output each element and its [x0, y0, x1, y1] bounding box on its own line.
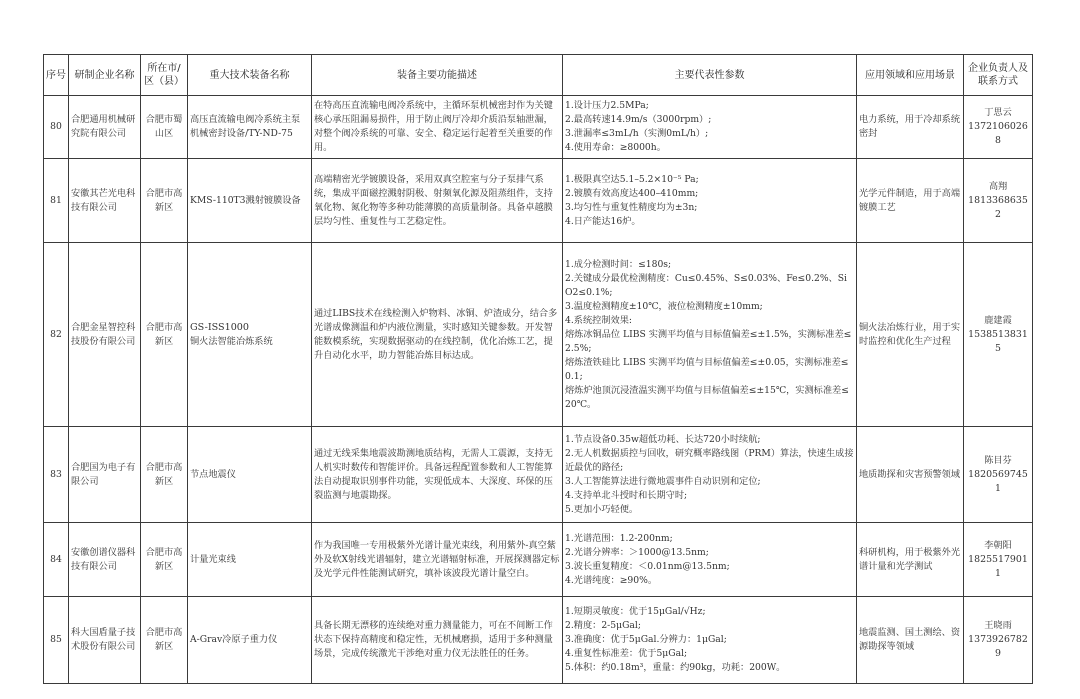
contact-info [964, 96, 1033, 159]
equipment-name-line1: 计量光束线 [190, 553, 236, 565]
location: 合肥市高新区 [141, 597, 188, 684]
param-line: 2.关键成分最优检测精度：Cu≤0.45%、S≤0.03%、Fe≤0.2%、SiO2≤0.1%; [565, 272, 847, 298]
param-line: 熔炼渣铁硅比 LIBS 实测平均值与目标值偏差≤±0.05，实测标准差≤0.1; [565, 356, 849, 382]
location: 合肥市高新区 [141, 427, 188, 523]
company-name: 合肥国为电子有限公司 [69, 427, 141, 523]
param-line: 5.更加小巧轻便。 [565, 503, 639, 515]
contact-phone: 18205697451 [968, 468, 1028, 494]
header-row [44, 55, 1033, 96]
equipment-name [188, 159, 312, 243]
contact-name: 丁思云 [984, 107, 1012, 118]
param-line: 4.系统控制效果: [565, 314, 632, 326]
key-parameters [563, 523, 857, 597]
header-description: 装备主要功能描述 [312, 55, 563, 96]
key-parameters [563, 427, 857, 523]
param-line: 4.重复性标准差：优于5μGal; [565, 648, 688, 659]
row-number: 84 [44, 523, 69, 597]
param-line: 4.使用寿命：≥8000h。 [565, 142, 666, 153]
function-description: 通过LIBS技术在线检测入炉物料、冰铜、炉渣成分，结合多光谱成像测温和炉内液位测量，实时感知关键参数。开发智能数模系统，实现数据驱动的在线控制，优化冶炼工艺，提升自动化水平，助力智能冶炼目标达成。 [312, 243, 563, 427]
header-application: 应用领域和应用场景 [857, 55, 964, 96]
param-line: 2.镀膜有效高度达400–410mm; [565, 187, 699, 199]
table-row [44, 159, 1033, 243]
equipment-name [188, 427, 312, 523]
table-row [44, 243, 1033, 427]
function-description: 高端精密光学镀膜设备，采用双真空腔室与分子泵排气系统，集成平面磁控溅射阴极、射频氧化源及阻蒸组件，支持氧化物、氮化物等多种功能薄膜的高质量制备。具备卓越膜层均匀性、重复性与工艺稳定性。 [312, 159, 563, 243]
header-location: 所在市/区（县） [141, 55, 188, 96]
contact-info [964, 243, 1033, 427]
location: 合肥市高新区 [141, 159, 188, 243]
table-row [44, 523, 1033, 597]
header-company: 研制企业名称 [69, 55, 141, 96]
contact-info [964, 159, 1033, 243]
param-line: 4.光谱纯度：≥90%。 [565, 574, 658, 586]
key-parameters [563, 96, 857, 159]
param-line: 3.准确度：优于5μGal.分辨力：1μGal; [565, 634, 727, 645]
table-row [44, 427, 1033, 523]
application-field: 地震监测、国土测绘、资源勘探等领域 [857, 597, 964, 684]
row-number: 83 [44, 427, 69, 523]
row-number: 80 [44, 96, 69, 159]
contact-phone: 13721060268 [968, 121, 1028, 146]
contact-phone: 18255179011 [968, 553, 1028, 579]
header-params: 主要代表性参数 [563, 55, 857, 96]
param-line: 1.极限真空达5.1–5.2×10⁻⁵ Pa; [565, 173, 699, 185]
contact-name: 高翔 [988, 180, 1008, 192]
location: 合肥市蜀山区 [141, 96, 188, 159]
param-line: 2.无人机数据质控与回收，研究概率路线图（PRM）算法，快速生成接近最优的路径; [565, 447, 854, 473]
param-line: 3.泄漏率≤3mL/h（实测0mL/h）; [565, 128, 709, 139]
contact-phone: 13739267829 [968, 634, 1028, 659]
company-name: 安徽其芒光电科技有限公司 [69, 159, 141, 243]
contact-phone: 18133686352 [968, 194, 1028, 220]
application-field: 铜火法冶炼行业，用于实时监控和优化生产过程 [857, 243, 964, 427]
equipment-name [188, 243, 312, 427]
contact-name: 陈目芬 [984, 454, 1012, 466]
param-line: 3.人工智能算法进行微地震事件自动识别和定位; [565, 475, 761, 487]
contact-phone: 15385138315 [968, 328, 1028, 354]
equipment-name [188, 597, 312, 684]
contact-info [964, 597, 1033, 684]
function-description: 通过无线采集地震波勘测地质结构，无需人工震源，支持无人机实时数传和智能评价。具备远程配置参数和人工智能算法自动提取识别事件功能，实现低成本、大深度、环保的压裂监测与地震勘探。 [312, 427, 563, 523]
equipment-name [188, 523, 312, 597]
param-line: 1.光谱范围：1.2-200nm; [565, 532, 673, 544]
company-name: 合肥金星智控科技股份有限公司 [69, 243, 141, 427]
equipment-name-line1: 节点地震仪 [190, 468, 236, 480]
header-contact: 企业负责人及联系方式 [964, 55, 1033, 96]
equipment-name [188, 96, 312, 159]
param-line: 1.短期灵敏度：优于15μGal/√Hz; [565, 606, 706, 617]
param-line: 2.最高转速14.9m/s（3000rpm）; [565, 114, 712, 125]
header-equipment: 重大技术装备名称 [188, 55, 312, 96]
contact-name: 鹿建霞 [984, 314, 1012, 326]
param-line: 4.支持单北斗授时和长期守时; [565, 489, 688, 501]
contact-name: 王晓雨 [984, 620, 1012, 631]
param-line: 2.光谱分辨率：＞1000@13.5nm; [565, 546, 709, 558]
equipment-name-line1: KMS-110T3溅射镀膜设备 [190, 194, 301, 206]
company-name: 合肥通用机械研究院有限公司 [69, 96, 141, 159]
param-line: 3.波长重复精度：＜0.01nm@13.5nm; [565, 560, 730, 572]
equipment-table [43, 54, 1033, 684]
param-line: 4.日产能达16炉。 [565, 215, 641, 227]
header-no: 序号 [44, 55, 69, 96]
param-line: 2.精度：2-5μGal; [565, 620, 641, 631]
equipment-name-line1: 高压直流输电阀冷系统主泵机械密封设备/TY-ND-75 [190, 114, 301, 139]
param-line: 5.体积：约0.18m³，重量：约90kg，功耗：200W。 [565, 662, 786, 673]
application-field: 电力系统，用于冷却系统密封 [857, 96, 964, 159]
location: 合肥市高新区 [141, 523, 188, 597]
row-number: 81 [44, 159, 69, 243]
company-name: 安徽创谱仪器科技有限公司 [69, 523, 141, 597]
contact-info [964, 523, 1033, 597]
application-field: 地质勘探和灾害预警领域 [857, 427, 964, 523]
equipment-model: GS-ISS1000 [190, 321, 250, 333]
param-line: 3.温度检测精度±10℃，液位检测精度±10mm; [565, 300, 763, 312]
row-number: 85 [44, 597, 69, 684]
table-row [44, 597, 1033, 684]
function-description: 在特高压直流输电阀冷系统中，主循环泵机械密封作为关键核心承压阻漏易损件，用于防止阀厅冷却介质沿泵轴泄漏，对整个阀冷系统的可靠、安全、稳定运行起着至关重要的作用。 [312, 96, 563, 159]
key-parameters [563, 597, 857, 684]
key-parameters [563, 159, 857, 243]
table-row [44, 96, 1033, 159]
param-line: 熔炼冰铜品位 LIBS 实测平均值与目标值偏差≤±1.5%，实测标准差≤2.5%; [565, 328, 852, 354]
param-line: 1.节点设备0.35w超低功耗、长达720小时续航; [565, 433, 761, 445]
equipment-name-line1: A-Grav冷原子重力仪 [190, 634, 278, 645]
contact-info [964, 427, 1033, 523]
function-description: 作为我国唯一专用极紫外光谱计量光束线，利用紫外-真空紫外及软X射线光谱辐射，建立光谱辐射标准，开展探测器定标及光学元件性能测试研究，填补该波段光谱计量空白。 [312, 523, 563, 597]
application-field: 科研机构，用于极紫外光谱计量和光学测试 [857, 523, 964, 597]
param-line: 熔炼炉池顶沉浸渣温实测平均值与目标值偏差≤±15℃，实测标准差≤20℃。 [565, 384, 849, 410]
function-description: 具备长期无漂移的连续绝对重力测量能力，可在不间断工作状态下保持高精度和稳定性，无机械磨损，适用于多种测量场景，完成传统激光干涉绝对重力仪无法胜任的任务。 [312, 597, 563, 684]
application-field: 光学元件制造，用于高端镀膜工艺 [857, 159, 964, 243]
company-name: 科大国盾量子技术股份有限公司 [69, 597, 141, 684]
key-parameters [563, 243, 857, 427]
contact-name: 李朝阳 [984, 539, 1012, 551]
row-number: 82 [44, 243, 69, 427]
location: 合肥市高新区 [141, 243, 188, 427]
param-line: 1.成分检测时间：≤180s; [565, 258, 672, 270]
equipment-name-line2: 铜火法智能冶炼系统 [190, 335, 273, 347]
param-line: 3.均匀性与重复性精度均为±3n; [565, 201, 698, 213]
param-line: 1.设计压力2.5MPa; [565, 100, 649, 111]
